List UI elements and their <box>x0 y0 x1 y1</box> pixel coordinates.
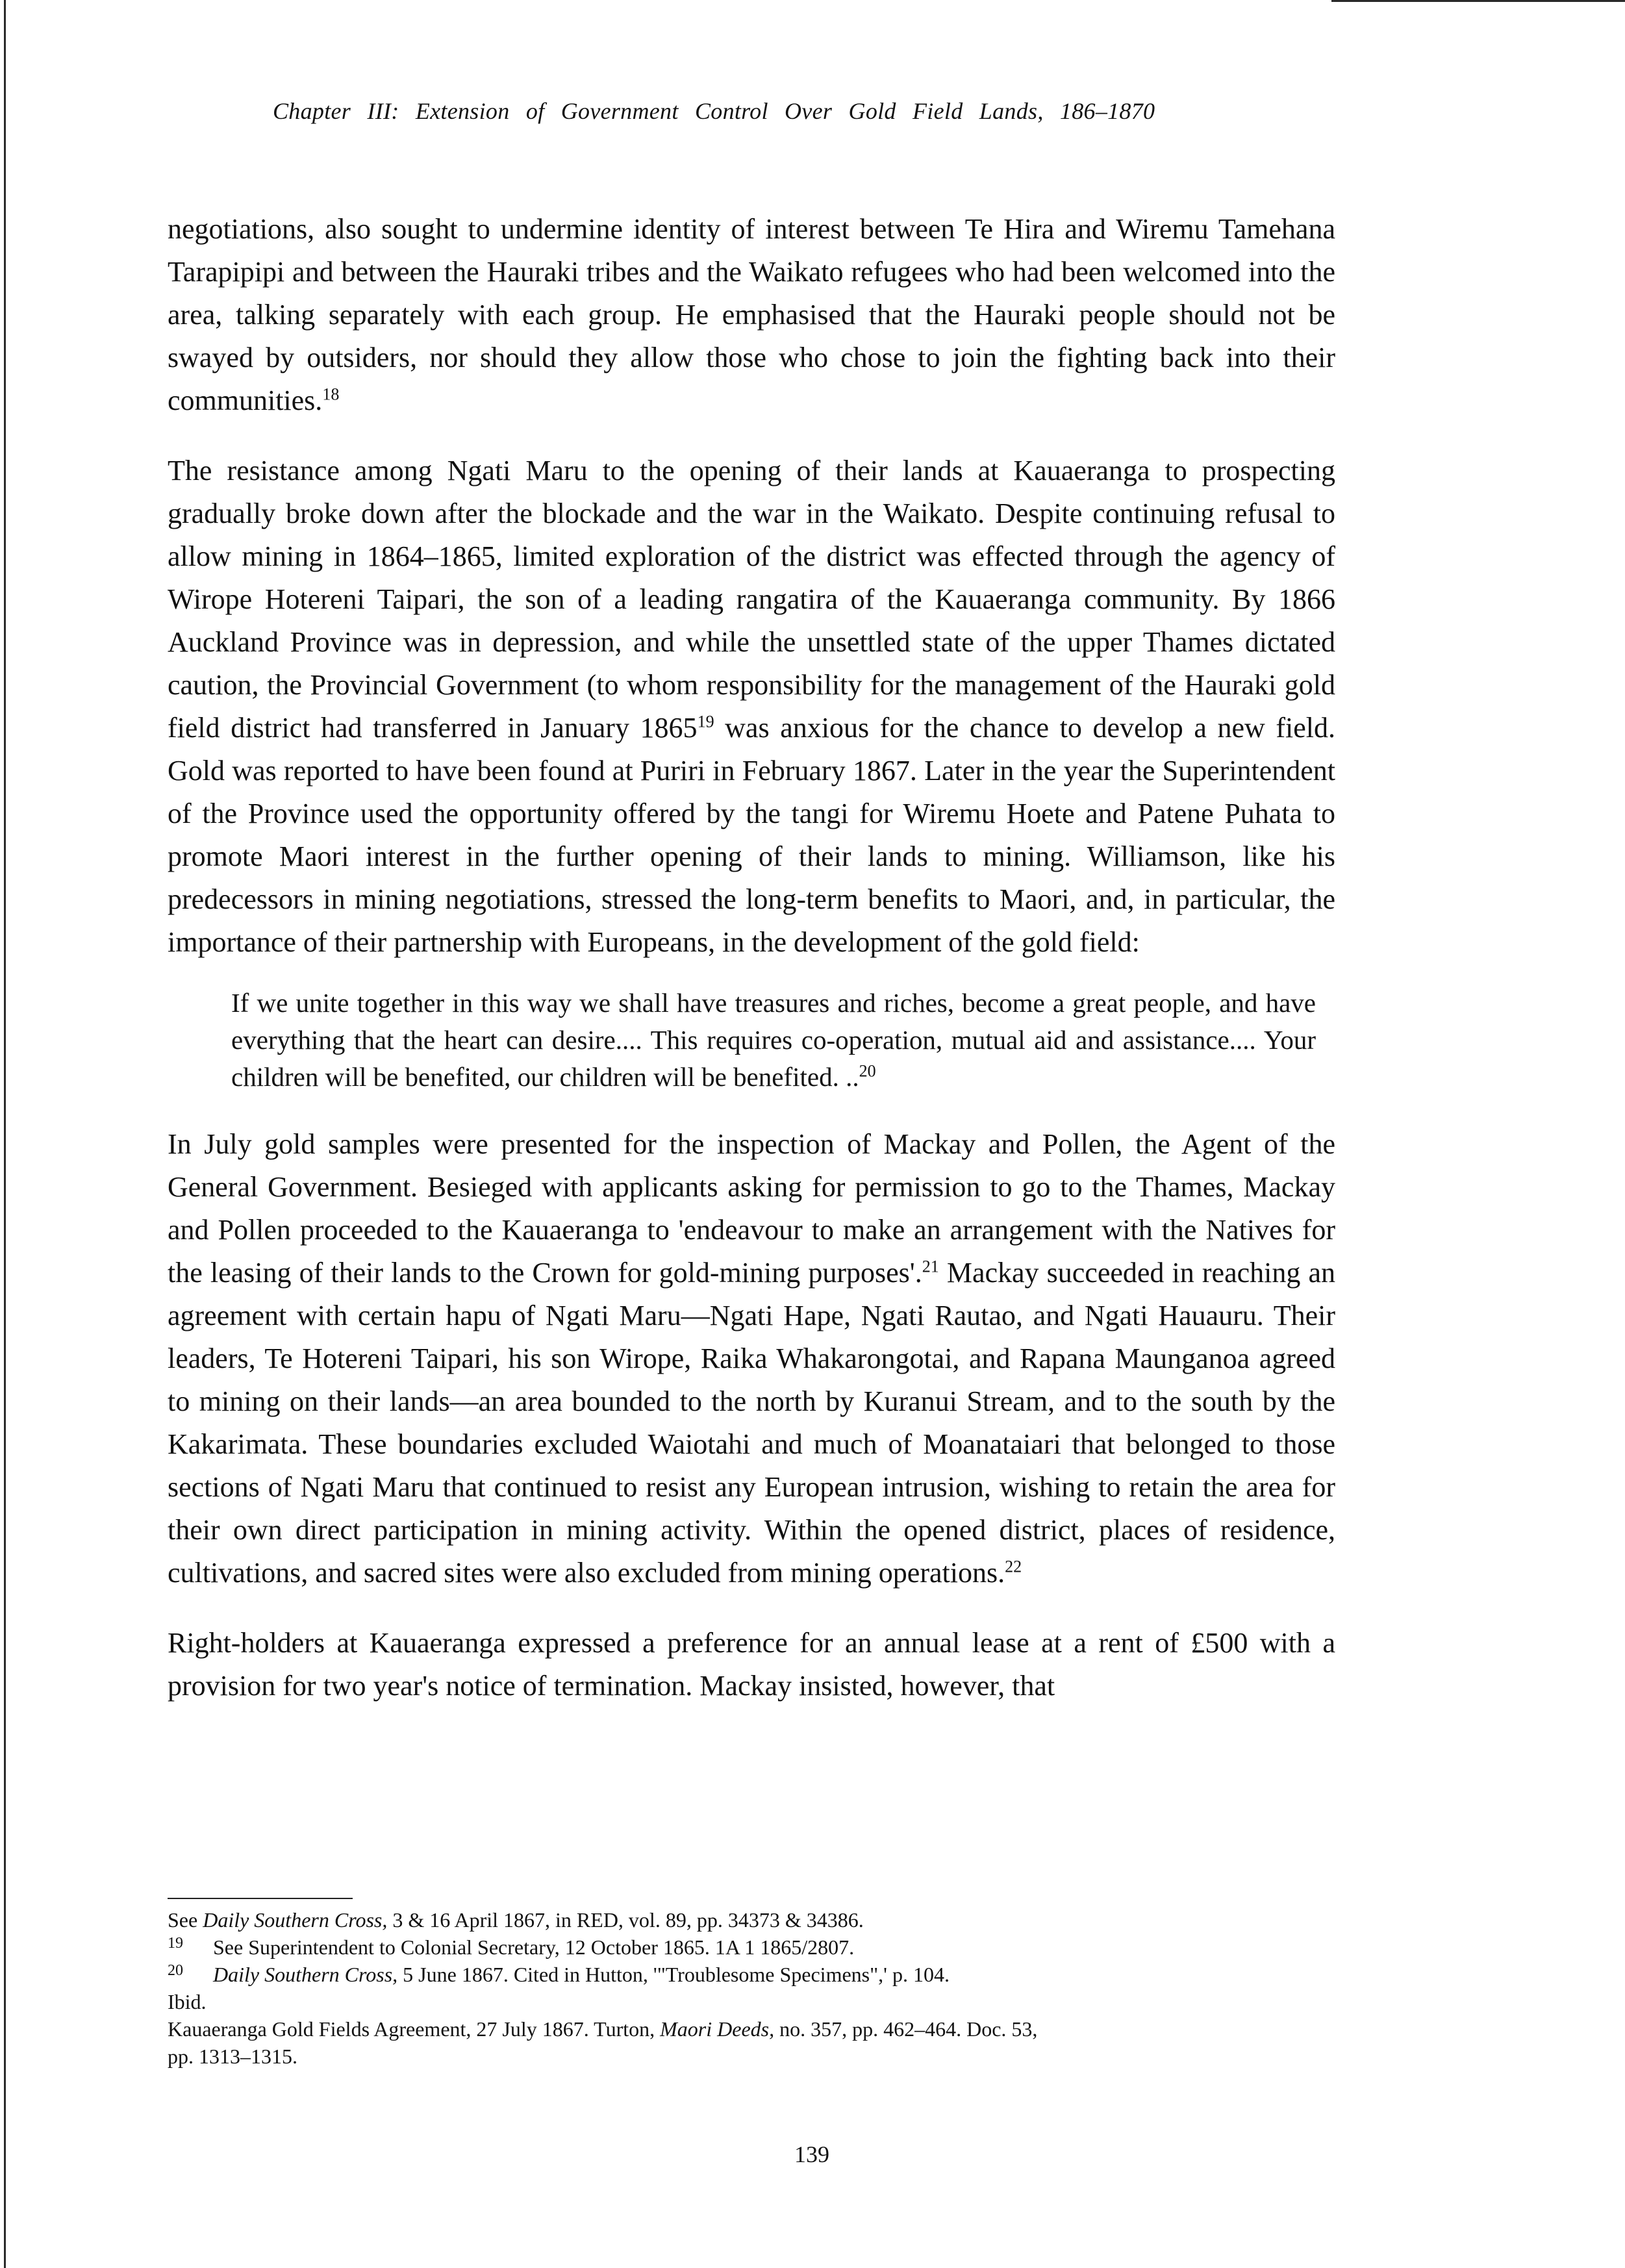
footnote-text <box>213 1961 950 1988</box>
footnote-20 <box>168 1961 1285 1988</box>
footnote-post: no. 357, pp. 462–464. Doc. 53, <box>774 2017 1038 2041</box>
page-number: 139 <box>794 2141 829 2167</box>
running-head: Chapter III: Extension of Government Control Over Gold Field Lands, 186–1870 <box>273 98 1155 124</box>
footnote-pre: See Superintendent to Colonial Secretary, 12 October 1865. 1A 1 1865/2807. <box>213 1935 855 1959</box>
footnote-ref-20: 20 <box>859 1061 876 1081</box>
footnote-22-continued <box>168 2043 1285 2070</box>
footnote-ref-22: 22 <box>1005 1557 1022 1576</box>
footnote-22 <box>168 2015 1285 2043</box>
footnote-text <box>213 1934 854 1961</box>
footnote-text <box>168 1906 864 1934</box>
paragraph-2 <box>168 449 1335 964</box>
footnote-post: 5 June 1867. Cited in Hutton, '"Troublesome Specimens",' p. 104. <box>397 1963 950 1986</box>
footnote-title: Daily Southern Cross, <box>213 1963 398 1986</box>
footnote-number: 20 <box>168 1962 183 1979</box>
paragraph-text: negotiations, also sought to undermine identity of interest between Te Hira and Wiremu Tamehana Tarapipipi and between the Hauraki tribes and the Waikato refugees who had been welcomed into the area, talking separately with each group. He emphasised that the Hauraki people should not be swayed by outsiders, nor should they allow those who chose to join the fighting back into their communities. <box>168 213 1335 416</box>
scan-top-edge <box>1331 0 1625 2</box>
footnote-pre: See <box>168 1908 203 1932</box>
block-quote <box>231 985 1316 1096</box>
paragraph-text: The resistance among Ngati Maru to the opening of their lands at Kauaeranga to prospecting gradually broke down after the blockade and the war in the Waikato. Despite continuing refusal to allow mining in 1864–1865, limited exploration of the district was effected through the agency of Wirope Hotereni Taipari, the son of a leading rangatira of the Kauaeranga community. By 1866 Auckland Province was in depression, and while the unsettled state of the upper Thames dictated caution, the Provincial Government (to whom responsibility for the management of the Hauraki gold field district had transferred in January 1865 <box>168 455 1335 744</box>
paragraph-text-continued: was anxious for the chance to develop a new field. Gold was reported to have been found at Puriri in February 1867. Later in the year the Superintendent of the Province used the opportunity offered by the tangi for Wiremu Hoete and Patene Puhata to promote Maori interest in the further opening of their lands to mining. Williamson, like his predecessors in mining negotiations, stressed the long-term benefits to Maori, and, in particular, the importance of their partnership with Europeans, in the development of the gold field: <box>168 712 1336 958</box>
page-body <box>168 208 1335 1735</box>
paragraph-3 <box>168 1123 1335 1594</box>
paragraph-text-continued: Mackay succeeded in reaching an agreement with certain hapu of Ngati Maru—Ngati Hape, Ngati Rautao, and Ngati Hauauru. Their leaders, Te Hotereni Taipari, his son Wirope, Raika Whakarongotai, and Rapana Maunganoa agreed to mining on their lands—an area bounded to the north by Kuranui Stream, and to the south by the Kakarimata. These boundaries excluded Waiotahi and much of Moanataiari that belonged to those sections of Ngati Maru that continued to resist any European intrusion, wishing to retain the area for their own direct participation in mining activity. Within the opened district, places of residence, cultivations, and sacred sites were also excluded from mining operations. <box>168 1257 1335 1589</box>
footnote-19 <box>168 1934 1285 1961</box>
footnotes <box>168 1906 1285 2070</box>
footnote-text: Ibid. <box>168 1990 207 2013</box>
footnote-text: pp. 1313–1315. <box>168 2045 297 2068</box>
footnote-ref-18: 18 <box>322 384 340 404</box>
footnote-post: 3 & 16 April 1867, in RED, vol. 89, pp. 34373 & 34386. <box>387 1908 864 1932</box>
footnote-21 <box>168 1988 1285 2015</box>
footnote-1 <box>168 1906 1285 1934</box>
paragraph-1 <box>168 208 1335 422</box>
scan-left-edge <box>4 0 6 2268</box>
footnote-text <box>168 2015 1037 2043</box>
footnote-title: Daily Southern Cross, <box>203 1908 388 1932</box>
quote-text: If we unite together in this way we shall have treasures and riches, become a great people, and have everything that the heart can desire.... This requires co-operation, mutual aid and assistance.... Your children will be benefited, our children will be benefited. .. <box>231 988 1316 1092</box>
footnote-ref-19: 19 <box>697 712 714 731</box>
paragraph-text: Right-holders at Kauaeranga expressed a preference for an annual lease at a rent of £500 with a provision for two year's notice of termination. Mackay insisted, however, that <box>168 1627 1335 1702</box>
footnote-pre: Kauaeranga Gold Fields Agreement, 27 July 1867. Turton, <box>168 2017 661 2041</box>
footnote-ref-21: 21 <box>922 1257 939 1276</box>
paragraph-text: In July gold samples were presented for the inspection of Mackay and Pollen, the Agent of the General Government. Besieged with applicants asking for permission to go to the Thames, Mackay and Pollen proceeded to the Kauaeranga to 'endeavour to make an arrangement with the Natives for the leasing of their lands to the Crown for gold-mining purposes'. <box>168 1128 1335 1289</box>
footnote-number: 19 <box>168 1935 183 1952</box>
footnote-divider <box>168 1898 353 1899</box>
footnote-title: Maori Deeds, <box>660 2017 775 2041</box>
paragraph-4 <box>168 1622 1335 1707</box>
